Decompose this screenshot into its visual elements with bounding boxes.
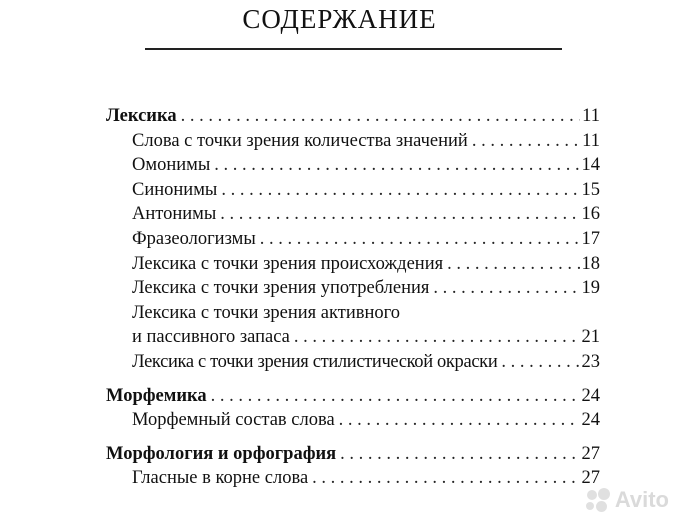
- toc-entry-text: Лексика с точки зрения происхождения: [132, 253, 444, 274]
- toc-entry: [106, 153, 600, 178]
- title-rule: [145, 48, 562, 50]
- toc-page-number: 11: [582, 106, 600, 126]
- toc-entry-text: Омонимы: [132, 155, 211, 176]
- toc-entry: [106, 252, 600, 277]
- toc-section-morphology: [106, 442, 600, 467]
- toc-page-number: 27: [581, 443, 600, 464]
- toc-entry-text: Лексика с точки зрения употребления: [132, 278, 430, 299]
- toc-entry: [106, 325, 600, 350]
- toc-page-number: 15: [581, 179, 600, 200]
- toc-entry-text: и пассивного запаса: [132, 327, 290, 348]
- toc-page-number: 27: [581, 468, 600, 489]
- toc-entry: [106, 466, 600, 491]
- toc-page-number: 19: [581, 278, 600, 299]
- toc-page-number: 18: [581, 253, 600, 274]
- toc-entry-text: Фразеологизмы: [132, 228, 256, 249]
- toc-page-number: 14: [581, 155, 600, 176]
- toc-entry-text: Лексика: [106, 106, 177, 126]
- toc-leader-dots: [177, 104, 581, 129]
- toc-leader-dots: [336, 442, 579, 467]
- toc-entry-text: Морфология и орфография: [106, 443, 337, 464]
- toc-entry: [106, 129, 600, 154]
- toc-entry: [106, 408, 600, 433]
- toc-entry-text: Морфемный состав слова: [132, 410, 335, 431]
- toc-section-morphemics: [106, 384, 600, 409]
- toc-leader-dots: [207, 384, 580, 409]
- toc-page-number: 16: [581, 204, 600, 225]
- toc-leader-dots: [308, 466, 579, 491]
- toc-leader-dots: [216, 202, 579, 227]
- toc-leader-dots: [497, 350, 579, 375]
- toc-entry: [106, 178, 600, 203]
- toc-leader-dots: [335, 408, 580, 433]
- toc-leader-dots: [217, 178, 579, 203]
- toc-entry-text: Лексика с точки зрения активного: [132, 302, 400, 323]
- page-title: СОДЕРЖАНИЕ: [242, 4, 437, 34]
- toc-page-number: 11: [582, 130, 600, 151]
- toc-entry-text: Морфемика: [106, 385, 207, 406]
- toc-entry: [106, 350, 600, 375]
- toc-leader-dots: [290, 325, 580, 350]
- table-of-contents: [106, 104, 600, 491]
- toc-page-number: 23: [581, 351, 600, 372]
- toc-leader-dots: [468, 129, 580, 154]
- toc-page-number: 24: [581, 385, 600, 406]
- toc-entry-text: Гласные в корне слова: [132, 468, 309, 489]
- toc-page-number: 21: [581, 327, 600, 348]
- toc-entry-text: Слова с точки зрения количества значений: [132, 130, 468, 151]
- avito-watermark: [585, 487, 669, 513]
- toc-entry-first-line: [106, 301, 600, 326]
- toc-entry-text: Лексика с точки зрения стилистической окраски: [132, 351, 498, 372]
- toc-section-lexica: [106, 104, 600, 129]
- avito-logo-icon: [585, 487, 611, 513]
- watermark-text: Avito: [614, 487, 669, 512]
- toc-entry-text: Антонимы: [132, 204, 217, 225]
- toc-page-number: 24: [581, 410, 600, 431]
- toc-leader-dots: [429, 276, 579, 301]
- toc-leader-dots: [443, 252, 579, 277]
- toc-leader-dots: [256, 227, 580, 252]
- toc-entry: [106, 202, 600, 227]
- toc-entry-text: Синонимы: [132, 179, 218, 200]
- toc-page-number: 17: [581, 228, 600, 249]
- toc-entry: [106, 227, 600, 252]
- toc-leader-dots: [210, 153, 579, 178]
- toc-entry: [106, 276, 600, 301]
